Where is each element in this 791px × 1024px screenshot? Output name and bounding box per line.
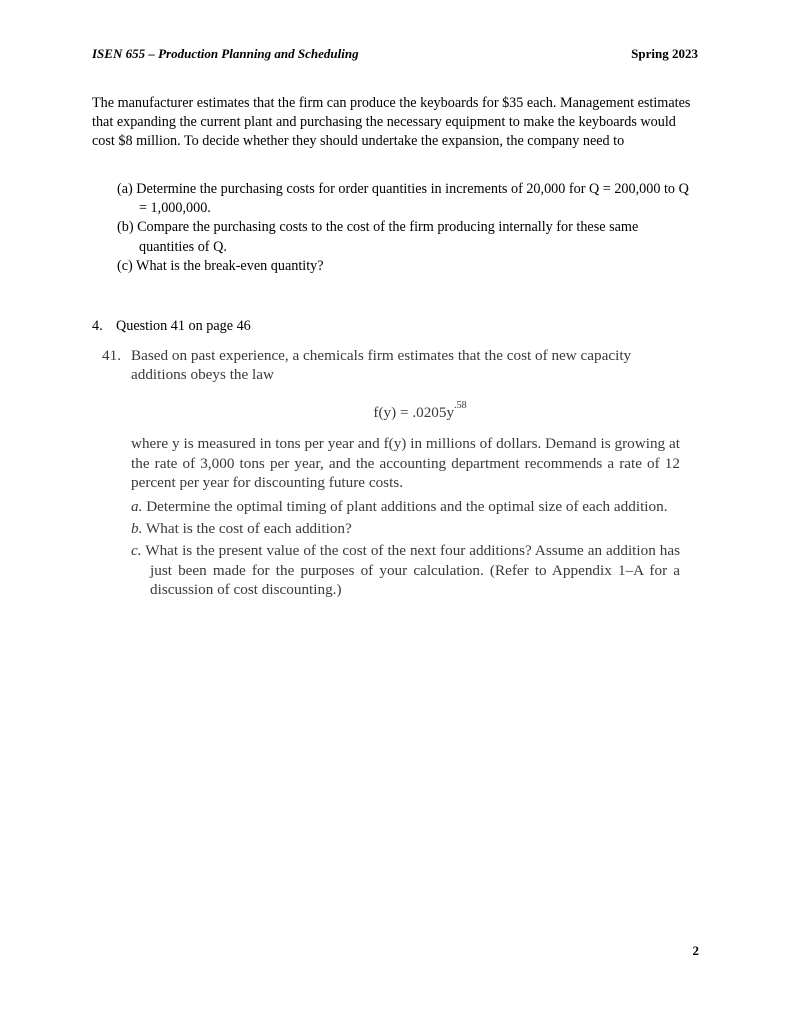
problem-item [100,497,680,516]
parts-list [117,180,695,276]
item-text: Determine the optimal timing of plant additions and the optimal size of each addition. [146,497,668,515]
cost-formula [100,399,680,422]
formula-exponent: .58 [454,399,467,411]
part-text: Determine the purchasing costs for order quantities in increments of 20,000 for Q = 200,000 to Q = 1,000,000. [136,181,689,217]
problem-item [100,541,680,599]
problem-item [100,519,680,538]
intro-paragraph: The manufacturer estimates that the firm can produce the keyboards for $35 each. Management estimates that expanding the current plant and purchasing the necessary equipment to make the keyboards would cost $8 million. To decide whether they should undertake the expansion, the company need to [92,95,691,150]
part-item [117,257,695,276]
part-text: What is the break-even quantity? [136,257,324,274]
item-label: c. [131,542,142,560]
problem-lead-text: Based on past experience, a chemicals firm estimates that the cost of new capacity additions obeys the law [131,347,632,384]
item-label: a. [131,497,143,515]
problem-number: 41. [102,347,121,364]
question-title: Question 41 on page 46 [116,318,251,334]
question-number: 4. [92,318,103,334]
part-item [117,218,695,256]
item-text: What is the cost of each addition? [145,519,352,537]
part-label: (b) [117,219,134,236]
part-text: Compare the purchasing costs to the cost of the firm producing internally for these same quantities of Q. [137,219,639,255]
part-item [117,180,695,218]
item-label: b. [131,519,143,537]
part-label: (a) [117,181,133,197]
header-term: Spring 2023 [631,46,698,61]
problem-lead [100,346,680,385]
item-text: What is the present value of the cost of the next four additions? Assume an addition has just been made for the purposes of your calculation. (Refer to Appendix 1–A for a discussion of cost discounting.) [145,542,680,599]
part-label: (c) [117,257,133,274]
formula-lhs: f(y) = .0205y [373,403,455,421]
book-problem-excerpt [100,346,680,603]
problem-body: where y is measured in tons per year and f(y) in millions of dollars. Demand is growing at the rate of 3,000 tons per year, and the accounting department recommends a rate of 12 percent per year for discounting future costs. [131,435,680,492]
page-number: 2 [692,943,699,958]
header-course-title: ISEN 655 – Production Planning and Scheduling [92,46,359,61]
question-4-heading [92,317,251,336]
